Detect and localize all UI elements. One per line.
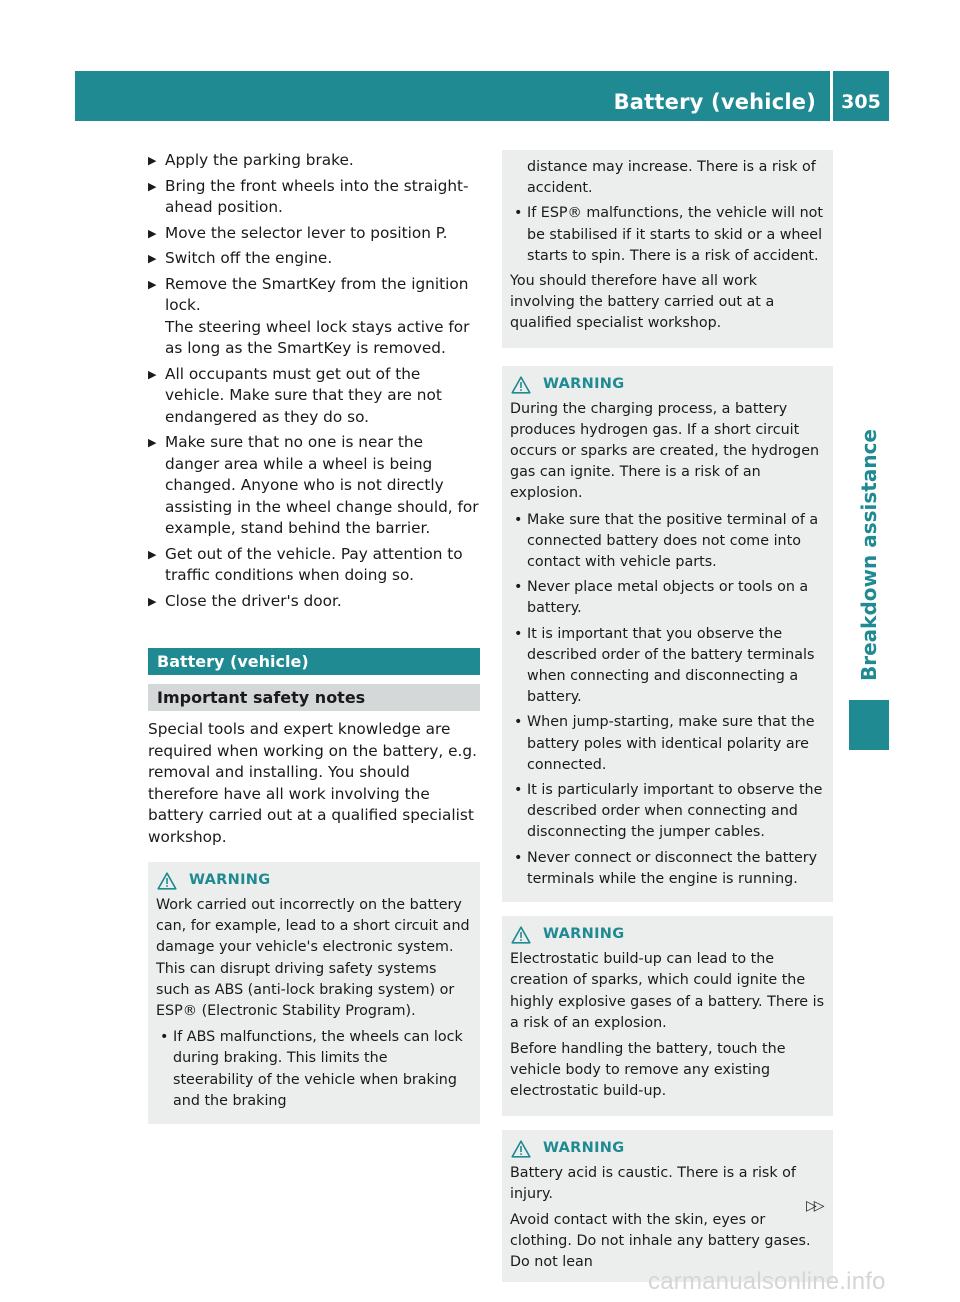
step-item	[148, 432, 480, 540]
bullet-dot: •	[514, 579, 523, 596]
warning-heading	[156, 869, 472, 893]
step-text: Remove the SmartKey from the ignition lock.	[165, 274, 469, 314]
bullet-dot: •	[514, 205, 523, 222]
warning-label: WARNING	[189, 872, 271, 889]
side-tab-label: Breakdown assistance	[857, 429, 882, 681]
step-text: The steering wheel lock stays active for as long as the SmartKey is removed.	[165, 317, 470, 357]
warning-bullet	[510, 712, 825, 776]
warning-text: Battery acid is caustic. There is a risk of injury.	[510, 1164, 796, 1202]
warning-label: WARNING	[543, 926, 625, 943]
warning-bullet-continued	[510, 157, 825, 199]
step-list	[148, 150, 480, 612]
step-text: Switch off the engine.	[165, 249, 333, 267]
step-text: Move the selector lever to position P.	[165, 223, 448, 242]
warning-text: During the charging process, a battery produces hydrogen gas. If a short circuit occurs or sparks are created, the hydrogen gas can ignite. There is a risk of an explosion.	[510, 400, 820, 502]
warning-bullet	[510, 510, 825, 574]
arrow-right-icon: ▶	[148, 252, 157, 265]
continue-arrows-icon: ▷▷	[806, 1198, 822, 1214]
warning-text: Before handling the battery, touch the vehicle body to remove any existing electrostatic build-up.	[510, 1040, 786, 1100]
warning-box	[502, 916, 833, 1115]
step-text: Bring the front wheels into the straight-ahead position.	[165, 176, 469, 216]
watermark: carmanualsonline.info	[648, 1268, 886, 1295]
bullet-text: If ABS malfunctions, the wheels can lock during braking. This limits the steerability of the vehicle when braking and the braking	[173, 1029, 463, 1109]
step-item	[148, 223, 480, 245]
warning-text: Electrostatic build-up can lead to the creation of sparks, which could ignite the highly explosive gases of a battery. There is a risk of an explosion.	[510, 951, 825, 1031]
bullet-dot: •	[514, 625, 523, 642]
warning-bullet	[156, 1027, 472, 1112]
arrow-right-icon: ▶	[148, 226, 157, 240]
step-item	[148, 364, 480, 429]
step-item	[148, 591, 480, 613]
bullet-text: It is particularly important to observe the described order when connecting and disconnecting the jumper cables.	[527, 782, 823, 841]
arrow-right-icon: ▶	[148, 594, 157, 608]
arrow-right-icon: ▶	[148, 367, 157, 381]
step-item	[148, 248, 480, 270]
warning-box	[502, 366, 833, 902]
warning-bullet	[510, 780, 825, 844]
warning-triangle-icon	[511, 376, 531, 394]
page-number: 305	[841, 91, 881, 113]
warning-heading	[510, 1137, 825, 1161]
warning-heading	[510, 373, 825, 397]
arrow-right-icon: ▶	[148, 436, 157, 449]
step-text: Apply the parking brake.	[165, 151, 354, 169]
warning-text: You should therefore have all work involving the battery carried out at a qualified specialist workshop.	[510, 273, 775, 332]
step-item	[148, 274, 480, 360]
warning-box	[148, 862, 480, 1124]
left-column	[148, 150, 480, 1124]
warning-bullet	[510, 624, 825, 709]
subsection-title: Important safety notes	[148, 684, 480, 711]
intro-paragraph: Special tools and expert knowledge are required when working on the battery, e.g. removal and installing. You should therefore have all work involving the battery carried out at a qualified specialist workshop.	[148, 720, 477, 846]
section-title: Battery (vehicle)	[148, 648, 480, 675]
step-item	[148, 544, 480, 587]
warning-heading	[510, 923, 825, 947]
bullet-dot: •	[160, 1029, 169, 1046]
bullet-text: It is important that you observe the described order of the battery terminals when connecting and disconnecting a battery.	[527, 625, 815, 706]
warning-bullet	[510, 577, 825, 619]
warning-triangle-icon	[511, 926, 531, 944]
warning-box-continued	[502, 150, 833, 348]
warning-bullet	[510, 203, 825, 267]
arrow-right-icon: ▶	[148, 154, 157, 167]
bullet-dot: •	[514, 849, 523, 866]
bullet-dot: •	[514, 511, 523, 528]
warning-label: WARNING	[543, 1139, 625, 1156]
bullet-text: When jump-starting, make sure that the battery poles with identical polarity are connected.	[527, 714, 815, 773]
bullet-text: If ESP® malfunctions, the vehicle will not be stabilised if it starts to skid or a wheel starts to spin. There is a risk of accident.	[527, 205, 824, 264]
right-column	[502, 150, 833, 1282]
bullet-text: Never place metal objects or tools on a battery.	[527, 579, 809, 617]
bullet-text: Make sure that the positive terminal of a connected battery does not come into contact with vehicle parts.	[527, 511, 819, 571]
warning-triangle-icon	[157, 872, 177, 890]
bullet-dot: •	[514, 782, 523, 799]
arrow-right-icon: ▶	[148, 179, 157, 193]
warning-triangle-icon	[511, 1140, 531, 1158]
step-text: Get out of the vehicle. Pay attention to traffic conditions when doing so.	[165, 544, 463, 584]
warning-text: Work carried out incorrectly on the battery can, for example, lead to a short circuit and damage your vehicle's electronic system. This can disrupt driving safety systems such as ABS (anti-lock braking system) or ESP® (Electronic Stability Program).	[156, 897, 470, 1020]
side-tab-marker	[849, 700, 889, 750]
step-item	[148, 176, 480, 219]
warning-text: Avoid contact with the skin, eyes or clothing. Do not inhale any battery gases. Do not lean	[510, 1211, 811, 1271]
arrow-right-icon: ▶	[148, 547, 157, 561]
step-text: Make sure that no one is near the danger area while a wheel is being changed. Anyone who is not directly assisting in the wheel change should, for example, stand behind the barrier.	[165, 433, 479, 537]
side-tab	[849, 420, 889, 690]
warning-bullet	[510, 848, 825, 890]
arrow-right-icon: ▶	[148, 277, 157, 291]
header-title: Battery (vehicle)	[613, 90, 816, 114]
step-item	[148, 150, 480, 172]
warning-box	[502, 1130, 833, 1282]
step-text: Close the driver's door.	[165, 591, 342, 610]
bullet-dot: •	[514, 714, 523, 731]
warning-bullet-list	[510, 510, 825, 890]
warning-label: WARNING	[543, 376, 625, 393]
step-text: All occupants must get out of the vehicle. Make sure that they are not endangered as they do so.	[165, 364, 442, 426]
bullet-text: distance may increase. There is a risk of accident.	[527, 159, 816, 197]
bullet-text: Never connect or disconnect the battery terminals while the engine is running.	[527, 849, 818, 887]
page-header	[75, 71, 889, 121]
